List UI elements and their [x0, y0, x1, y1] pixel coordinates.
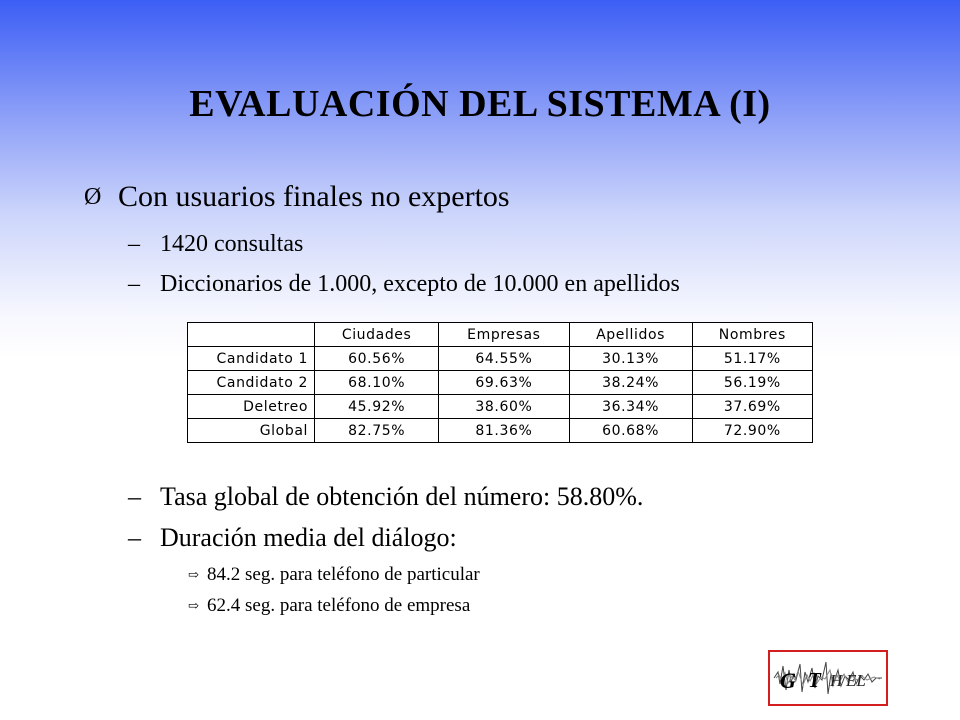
- sub-item-text: 1420 consultas: [160, 231, 304, 257]
- table-cell: 45.92%: [315, 395, 439, 419]
- sub-item-diccionarios: [128, 271, 680, 298]
- table-cell: 56.19%: [692, 371, 812, 395]
- table-header-cell: Empresas: [439, 323, 569, 347]
- table-cell: 37.69%: [692, 395, 812, 419]
- table-header-cell: Apellidos: [569, 323, 692, 347]
- table-row: [188, 347, 813, 371]
- sub-item-duracion: [128, 523, 457, 553]
- logo-letter-g: G: [780, 668, 796, 693]
- table-cell: 38.60%: [439, 395, 569, 419]
- table-cell: 72.90%: [692, 419, 812, 443]
- table-cell: 60.56%: [315, 347, 439, 371]
- table-cell: 81.36%: [439, 419, 569, 443]
- logo-letter-t: T: [808, 668, 821, 692]
- table-header-cell: Ciudades: [315, 323, 439, 347]
- table-row-label: Candidato 2: [188, 371, 315, 395]
- main-bullet-text: Con usuarios finales no expertos: [118, 180, 510, 213]
- sub-item-text: Diccionarios de 1.000, excepto de 10.000 en apellidos: [160, 271, 680, 297]
- table-cell: 60.68%: [569, 419, 692, 443]
- dash-bullet: –: [128, 482, 141, 511]
- dash-bullet: –: [128, 271, 140, 297]
- main-bullet: [84, 180, 510, 214]
- table-cell: 38.24%: [569, 371, 692, 395]
- table-row: [188, 419, 813, 443]
- table-cell: 30.13%: [569, 347, 692, 371]
- gthel-logo: [768, 650, 888, 706]
- table-row-label: Global: [188, 419, 315, 443]
- table-cell: 36.34%: [569, 395, 692, 419]
- slide-title: EVALUACIÓN DEL SISTEMA (I): [189, 83, 771, 125]
- hollow-arrow-icon: ⇨: [188, 567, 199, 582]
- results-table: [187, 322, 813, 443]
- table-row: [188, 395, 813, 419]
- table-cell: 51.17%: [692, 347, 812, 371]
- arrow-bullet-icon: Ø: [84, 183, 102, 210]
- sub-sub-item-empresa: [188, 595, 470, 617]
- dash-bullet: –: [128, 231, 140, 257]
- table-row: [188, 371, 813, 395]
- logo-letters-el: EL: [846, 671, 866, 690]
- gthel-logo-graphic: [770, 652, 886, 704]
- table-cell: 68.10%: [315, 371, 439, 395]
- hollow-arrow-icon: ⇨: [188, 598, 199, 613]
- logo-letter-h: H: [830, 671, 843, 690]
- table-row-label: Deletreo: [188, 395, 315, 419]
- table-cell: 82.75%: [315, 419, 439, 443]
- table-cell: 64.55%: [439, 347, 569, 371]
- table-row-label: Candidato 1: [188, 347, 315, 371]
- sub-item-tasa-global: [128, 482, 643, 512]
- sub-sub-item-text: 62.4 seg. para teléfono de empresa: [207, 595, 471, 616]
- sub-item-text: Duración media del diálogo:: [160, 523, 457, 552]
- table-header-cell: [188, 323, 315, 347]
- table-header-row: [188, 323, 813, 347]
- sub-item-consultas: [128, 231, 303, 258]
- table-cell: 69.63%: [439, 371, 569, 395]
- sub-item-text: Tasa global de obtención del número: 58.80%.: [160, 482, 644, 511]
- sub-sub-item-particular: [188, 564, 480, 586]
- dash-bullet: –: [128, 523, 141, 552]
- table-header-cell: Nombres: [692, 323, 812, 347]
- sub-sub-item-text: 84.2 seg. para teléfono de particular: [207, 564, 480, 585]
